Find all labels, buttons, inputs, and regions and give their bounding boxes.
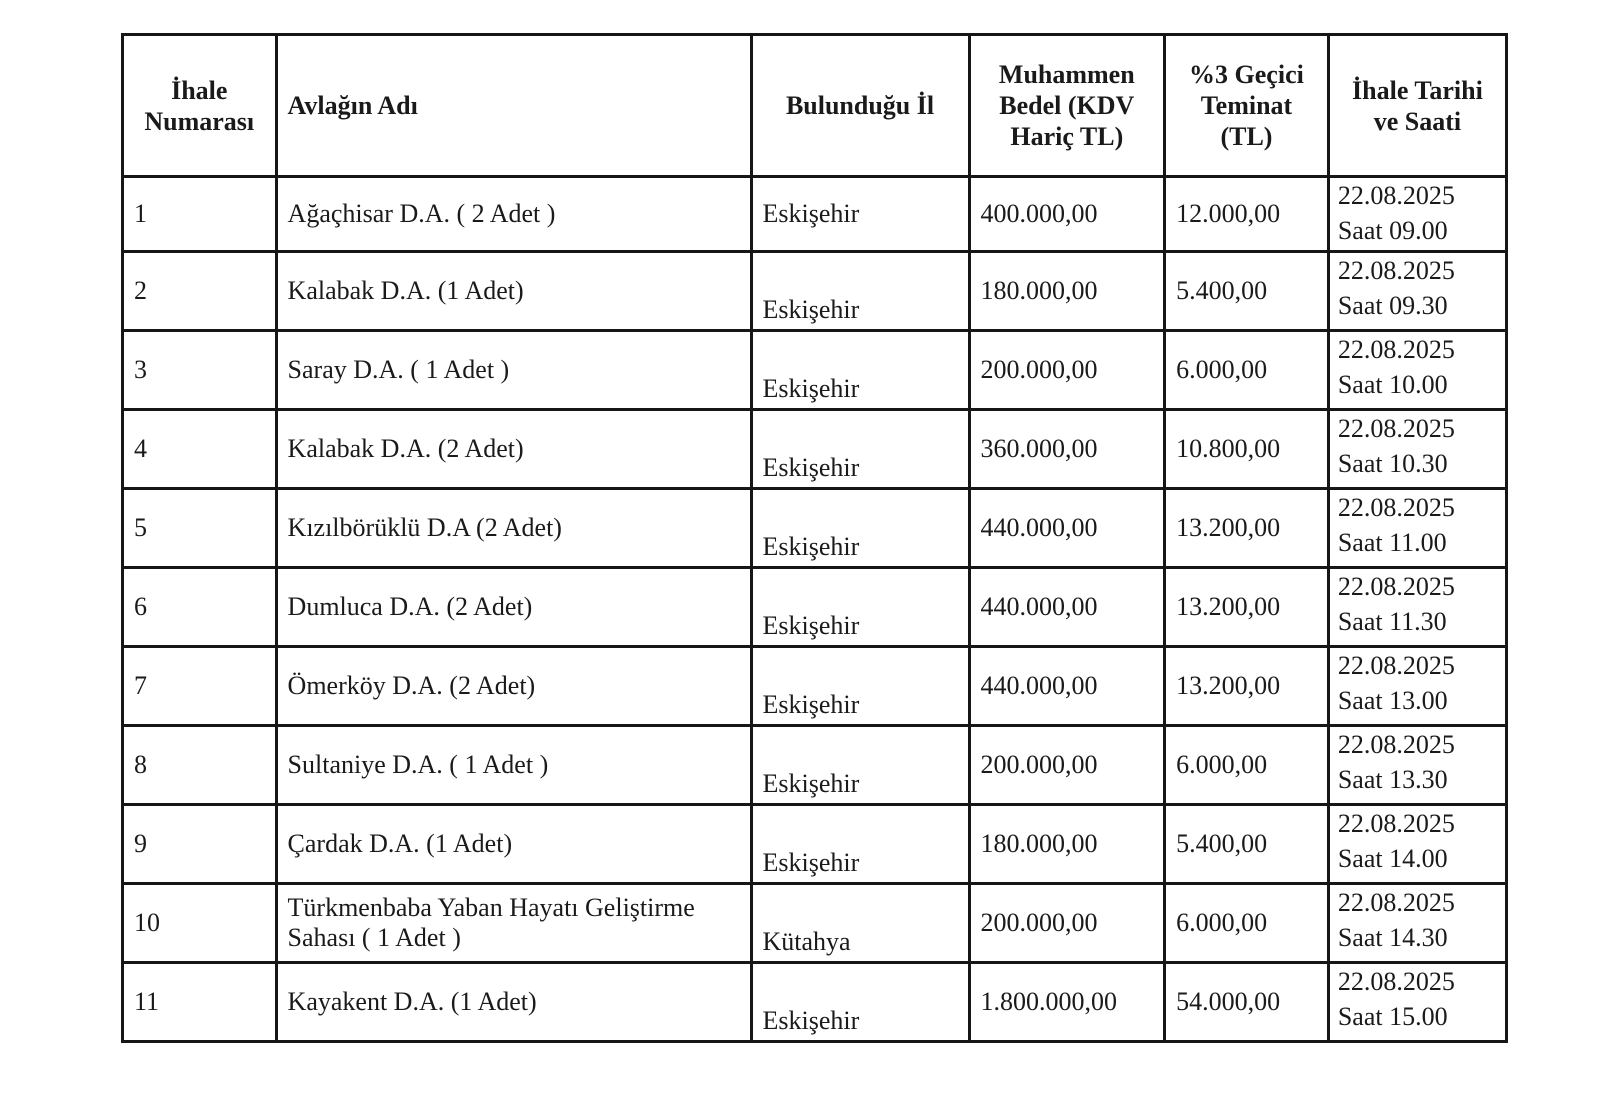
cell-number: 3 [123, 331, 277, 410]
cell-deposit: 6.000,00 [1165, 331, 1329, 410]
cell-date: 22.08.2025 [1337, 493, 1455, 522]
cell-deposit: 5.400,00 [1165, 252, 1329, 331]
cell-area-name: Kayakent D.A. (1 Adet) [276, 963, 751, 1042]
cell-price: 1.800.000,00 [969, 963, 1165, 1042]
cell-time: Saat 14.00 [1337, 844, 1448, 873]
cell-area-name [276, 884, 751, 963]
cell-price: 360.000,00 [969, 410, 1165, 489]
table-row [123, 568, 1507, 647]
cell-date-time [1328, 568, 1506, 647]
cell-date-time [1328, 805, 1506, 884]
cell-date: 22.08.2025 [1337, 256, 1455, 285]
table-row [123, 252, 1507, 331]
cell-time: Saat 10.30 [1337, 449, 1448, 478]
cell-date-time [1328, 963, 1506, 1042]
table-row [123, 177, 1507, 252]
cell-price: 200.000,00 [969, 884, 1165, 963]
cell-number: 4 [123, 410, 277, 489]
cell-number: 5 [123, 489, 277, 568]
cell-deposit: 6.000,00 [1165, 884, 1329, 963]
cell-deposit: 12.000,00 [1165, 177, 1329, 252]
cell-date: 22.08.2025 [1337, 572, 1455, 601]
cell-number: 1 [123, 177, 277, 252]
cell-deposit: 5.400,00 [1165, 805, 1329, 884]
cell-date: 22.08.2025 [1337, 414, 1455, 443]
cell-city: Eskişehir [751, 177, 969, 252]
cell-city: Eskişehir [751, 252, 969, 331]
cell-number: 10 [123, 884, 277, 963]
table-row [123, 647, 1507, 726]
cell-deposit: 13.200,00 [1165, 489, 1329, 568]
cell-city: Eskişehir [751, 410, 969, 489]
cell-price: 200.000,00 [969, 331, 1165, 410]
cell-area-name: Çardak D.A. (1 Adet) [276, 805, 751, 884]
cell-price: 440.000,00 [969, 568, 1165, 647]
table-row [123, 331, 1507, 410]
cell-city: Eskişehir [751, 568, 969, 647]
cell-number: 9 [123, 805, 277, 884]
table-row [123, 726, 1507, 805]
cell-time: Saat 14.30 [1337, 923, 1448, 952]
cell-date-time [1328, 410, 1506, 489]
cell-date-time [1328, 252, 1506, 331]
cell-city: Eskişehir [751, 805, 969, 884]
cell-price: 440.000,00 [969, 647, 1165, 726]
header-date-time: İhale Tarihi ve Saati [1328, 35, 1506, 177]
cell-time: Saat 13.30 [1337, 765, 1448, 794]
header-tender-number: İhale Numarası [123, 35, 277, 177]
cell-date-time [1328, 489, 1506, 568]
cell-number: 8 [123, 726, 277, 805]
header-estimated-price: Muhammen Bedel (KDV Hariç TL) [969, 35, 1165, 177]
cell-deposit: 6.000,00 [1165, 726, 1329, 805]
cell-price: 200.000,00 [969, 726, 1165, 805]
table-row [123, 805, 1507, 884]
tender-table [121, 33, 1508, 1043]
cell-area-name: Ömerköy D.A. (2 Adet) [276, 647, 751, 726]
header-deposit: %3 Geçici Teminat (TL) [1165, 35, 1329, 177]
cell-area-name: Dumluca D.A. (2 Adet) [276, 568, 751, 647]
cell-date-time [1328, 177, 1506, 252]
cell-city: Eskişehir [751, 647, 969, 726]
cell-city: Eskişehir [751, 489, 969, 568]
cell-time: Saat 15.00 [1337, 1002, 1448, 1031]
cell-date-time [1328, 884, 1506, 963]
cell-area-name: Kalabak D.A. (2 Adet) [276, 410, 751, 489]
table-header-row [123, 35, 1507, 177]
cell-date: 22.08.2025 [1337, 335, 1455, 364]
table-row [123, 963, 1507, 1042]
table-row [123, 884, 1507, 963]
cell-date: 22.08.2025 [1337, 809, 1455, 838]
cell-date: 22.08.2025 [1337, 730, 1455, 759]
cell-date-time [1328, 647, 1506, 726]
cell-date-time [1328, 331, 1506, 410]
cell-date: 22.08.2025 [1337, 651, 1455, 680]
cell-time: Saat 10.00 [1337, 370, 1448, 399]
cell-number: 7 [123, 647, 277, 726]
cell-area-name-line-1: Türkmenbaba Yaban Hayatı Geliştirme [287, 893, 695, 922]
cell-area-name: Kalabak D.A. (1 Adet) [276, 252, 751, 331]
header-area-name: Avlağın Adı [276, 35, 751, 177]
cell-area-name: Kızılbörüklü D.A (2 Adet) [276, 489, 751, 568]
cell-time: Saat 11.30 [1337, 607, 1447, 636]
cell-area-name: Saray D.A. ( 1 Adet ) [276, 331, 751, 410]
cell-date: 22.08.2025 [1337, 181, 1455, 210]
cell-price: 180.000,00 [969, 252, 1165, 331]
tender-table-sheet [121, 33, 1508, 1043]
cell-number: 11 [123, 963, 277, 1042]
cell-price: 440.000,00 [969, 489, 1165, 568]
cell-time: Saat 09.30 [1337, 291, 1448, 320]
cell-price: 400.000,00 [969, 177, 1165, 252]
cell-area-name: Sultaniye D.A. ( 1 Adet ) [276, 726, 751, 805]
cell-date: 22.08.2025 [1337, 888, 1455, 917]
cell-area-name-line-2: Sahası ( 1 Adet ) [287, 923, 461, 952]
table-row [123, 489, 1507, 568]
cell-date-time [1328, 726, 1506, 805]
cell-time: Saat 09.00 [1337, 216, 1448, 245]
cell-city: Kütahya [751, 884, 969, 963]
cell-time: Saat 13.00 [1337, 686, 1448, 715]
cell-area-name: Ağaçhisar D.A. ( 2 Adet ) [276, 177, 751, 252]
cell-city: Eskişehir [751, 331, 969, 410]
cell-number: 2 [123, 252, 277, 331]
cell-time: Saat 11.00 [1337, 528, 1447, 557]
cell-date: 22.08.2025 [1337, 967, 1455, 996]
cell-deposit: 10.800,00 [1165, 410, 1329, 489]
cell-deposit: 13.200,00 [1165, 647, 1329, 726]
cell-deposit: 54.000,00 [1165, 963, 1329, 1042]
cell-city: Eskişehir [751, 726, 969, 805]
cell-deposit: 13.200,00 [1165, 568, 1329, 647]
cell-city: Eskişehir [751, 963, 969, 1042]
header-city: Bulunduğu İl [751, 35, 969, 177]
table-row [123, 410, 1507, 489]
cell-price: 180.000,00 [969, 805, 1165, 884]
cell-number: 6 [123, 568, 277, 647]
